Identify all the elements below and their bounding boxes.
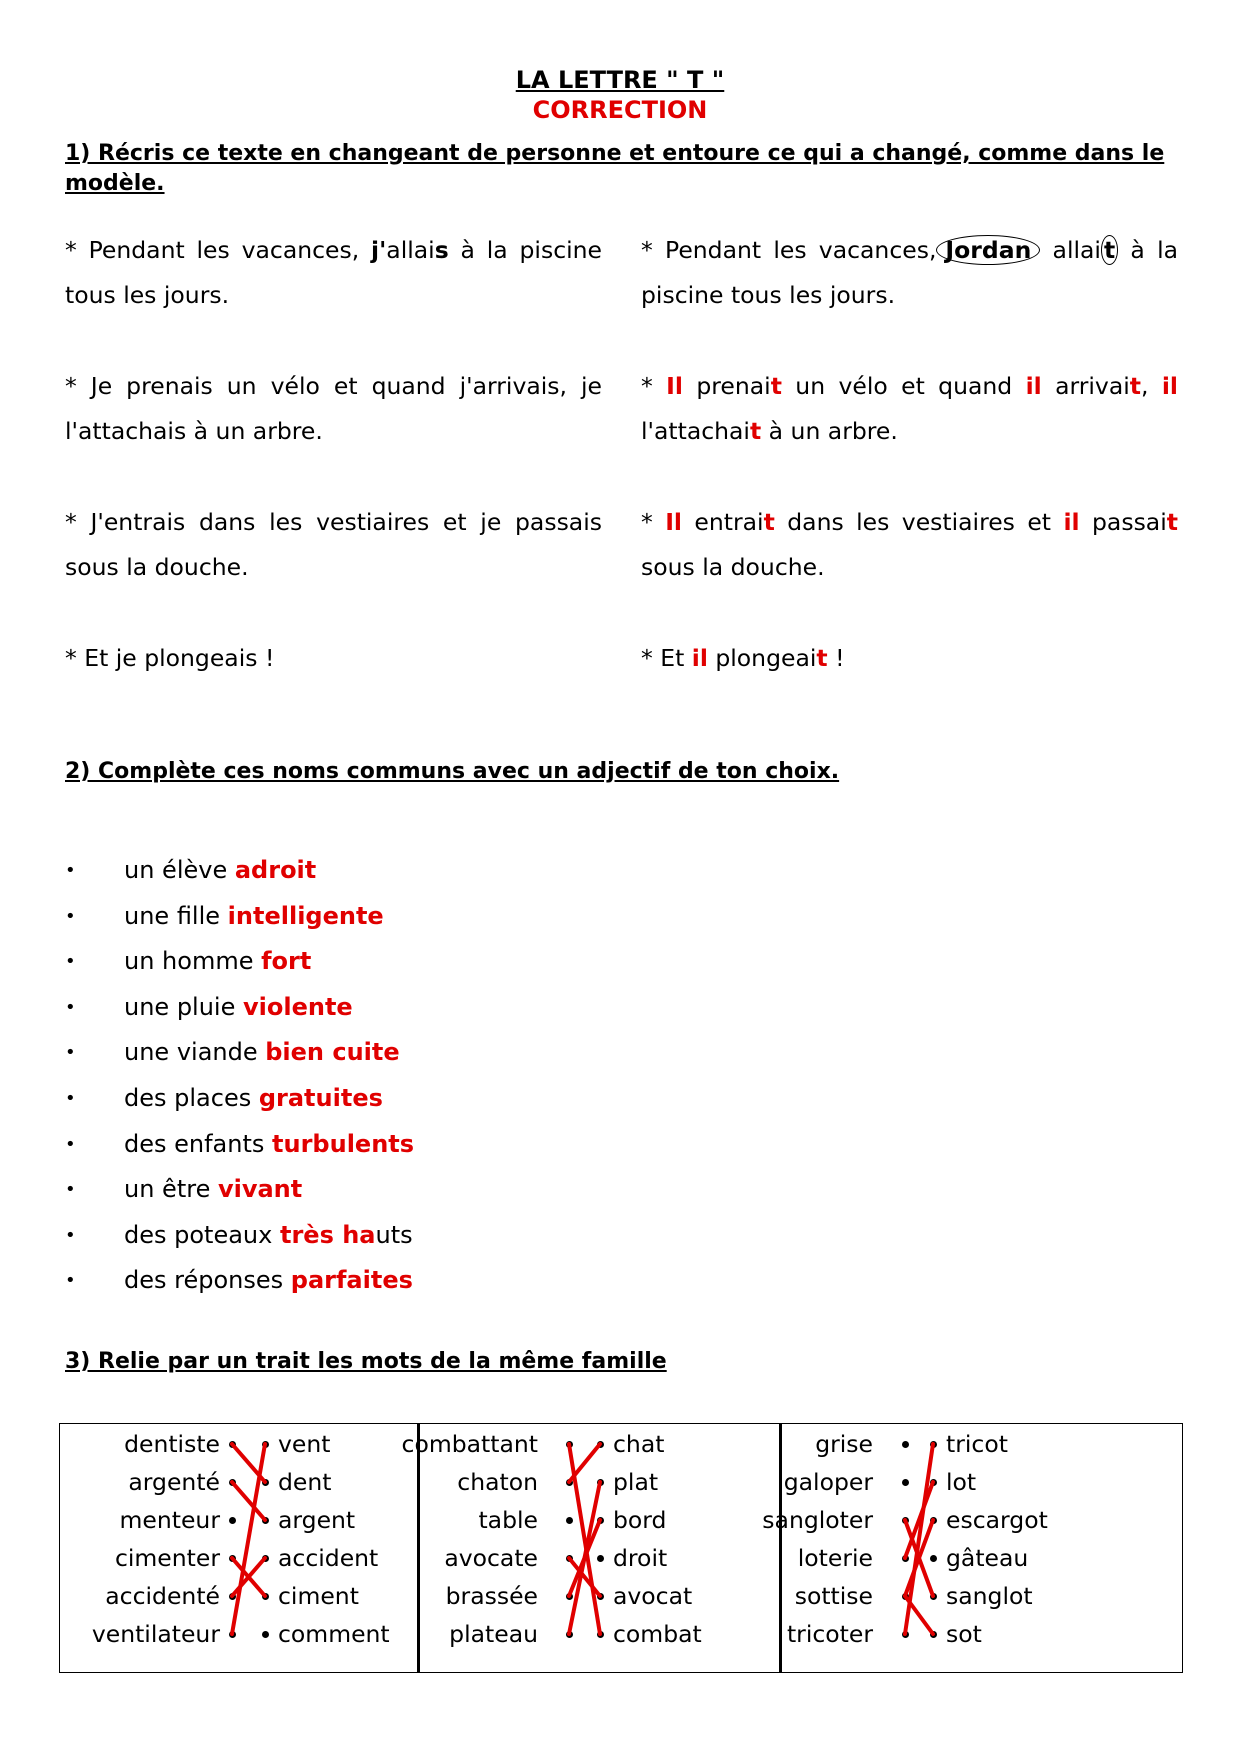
original-text-column [65,228,602,727]
match-word-left: accidenté [105,1582,220,1610]
original-paragraph-3: * J'entrais dans les vestiaires et je passais sous la douche. [65,508,602,581]
match-word-right: droit [613,1544,668,1572]
match-word-left: table [478,1506,538,1534]
match-word-right: sanglot [946,1582,1033,1610]
connection-line [232,1444,265,1634]
list-item: • des enfants turbulents [65,1122,414,1168]
match-word-right: dent [278,1468,332,1496]
match-word-right: ciment [278,1582,359,1610]
list-item: • des places gratuites [65,1076,414,1122]
rewritten-text-column [641,228,1178,727]
list-item: • un être vivant [65,1167,414,1213]
list-item: • une fille intelligente [65,894,414,940]
match-word-right: escargot [946,1506,1048,1534]
list-item: • un homme fort [65,939,414,985]
matching-table [59,1423,1183,1673]
match-word-left: cimenter [114,1544,220,1572]
circled-ending: t [1101,235,1118,265]
exercise-2-heading: 2) Complète ces noms communs avec un adjectif de ton choix. [65,759,840,784]
adjective-list [65,848,414,1304]
match-word-left: sangloter [762,1506,873,1534]
original-paragraph-1: * Pendant les vacances, j'allais à la piscine tous les jours. [65,236,603,309]
match-word-right: bord [613,1506,667,1534]
original-paragraph-2: * Je prenais un vélo et quand j'arrivais, je l'attachais à un arbre. [65,372,602,445]
match-word-left: menteur [119,1506,220,1534]
match-word-right: sot [946,1620,982,1648]
exercise-3-heading: 3) Relie par un trait les mots de la même famille [65,1349,667,1374]
rewritten-paragraph-4: * Et il plongeait ! [641,644,845,672]
match-word-left: loterie [797,1544,873,1572]
exercise-1-heading: 1) Récris ce texte en changeant de personne et entoure ce qui a changé, comme dans le modèle. [65,141,1165,196]
match-word-right: combat [613,1620,702,1648]
correction-label: CORRECTION [532,96,708,124]
original-paragraph-4: * Et je plongeais ! [65,644,275,672]
match-word-left: argenté [128,1468,220,1496]
list-item: • des poteaux très hauts [65,1213,414,1259]
match-word-right: plat [613,1468,659,1496]
rewritten-paragraph-2: * Il prenait un vélo et quand il arrivait, il l'attachait à un arbre. [641,372,1178,445]
connection-lines [60,1424,1184,1674]
match-word-left: chaton [457,1468,538,1496]
circled-subject: Jordan [936,235,1040,265]
match-word-left: plateau [449,1620,538,1648]
list-item: • une pluie violente [65,985,414,1031]
match-word-right: tricot [946,1430,1008,1458]
connection-line [232,1482,265,1520]
title: LA LETTRE " T " [515,66,725,94]
connection-line [905,1444,933,1634]
match-word-left: galoper [783,1468,873,1496]
match-word-left: avocate [444,1544,538,1572]
match-word-left: dentiste [124,1430,220,1458]
match-word-left: grise [815,1430,873,1458]
match-word-right: gâteau [946,1544,1029,1572]
match-word-left: combattant [401,1430,538,1458]
match-word-right: vent [278,1430,331,1458]
match-word-right: argent [278,1506,356,1534]
match-word-right: accident [278,1544,379,1572]
match-word-right: avocat [613,1582,693,1610]
list-item: • un élève adroit [65,848,414,894]
match-word-right: comment [278,1620,390,1648]
match-word-left: ventilateur [91,1620,220,1648]
match-word-right: lot [946,1468,977,1496]
list-item: • des réponses parfaites [65,1258,414,1304]
match-word-left: tricoter [786,1620,873,1648]
match-word-right: chat [613,1430,665,1458]
rewritten-paragraph-1: * Pendant les vacances, Jordan allai t à la piscine tous les jours. [641,236,1178,309]
rewritten-paragraph-3: * Il entrait dans les vestiaires et il passait sous la douche. [641,508,1178,581]
match-word-left: brassée [445,1582,538,1610]
list-item: • une viande bien cuite [65,1030,414,1076]
match-word-left: sottise [794,1582,873,1610]
